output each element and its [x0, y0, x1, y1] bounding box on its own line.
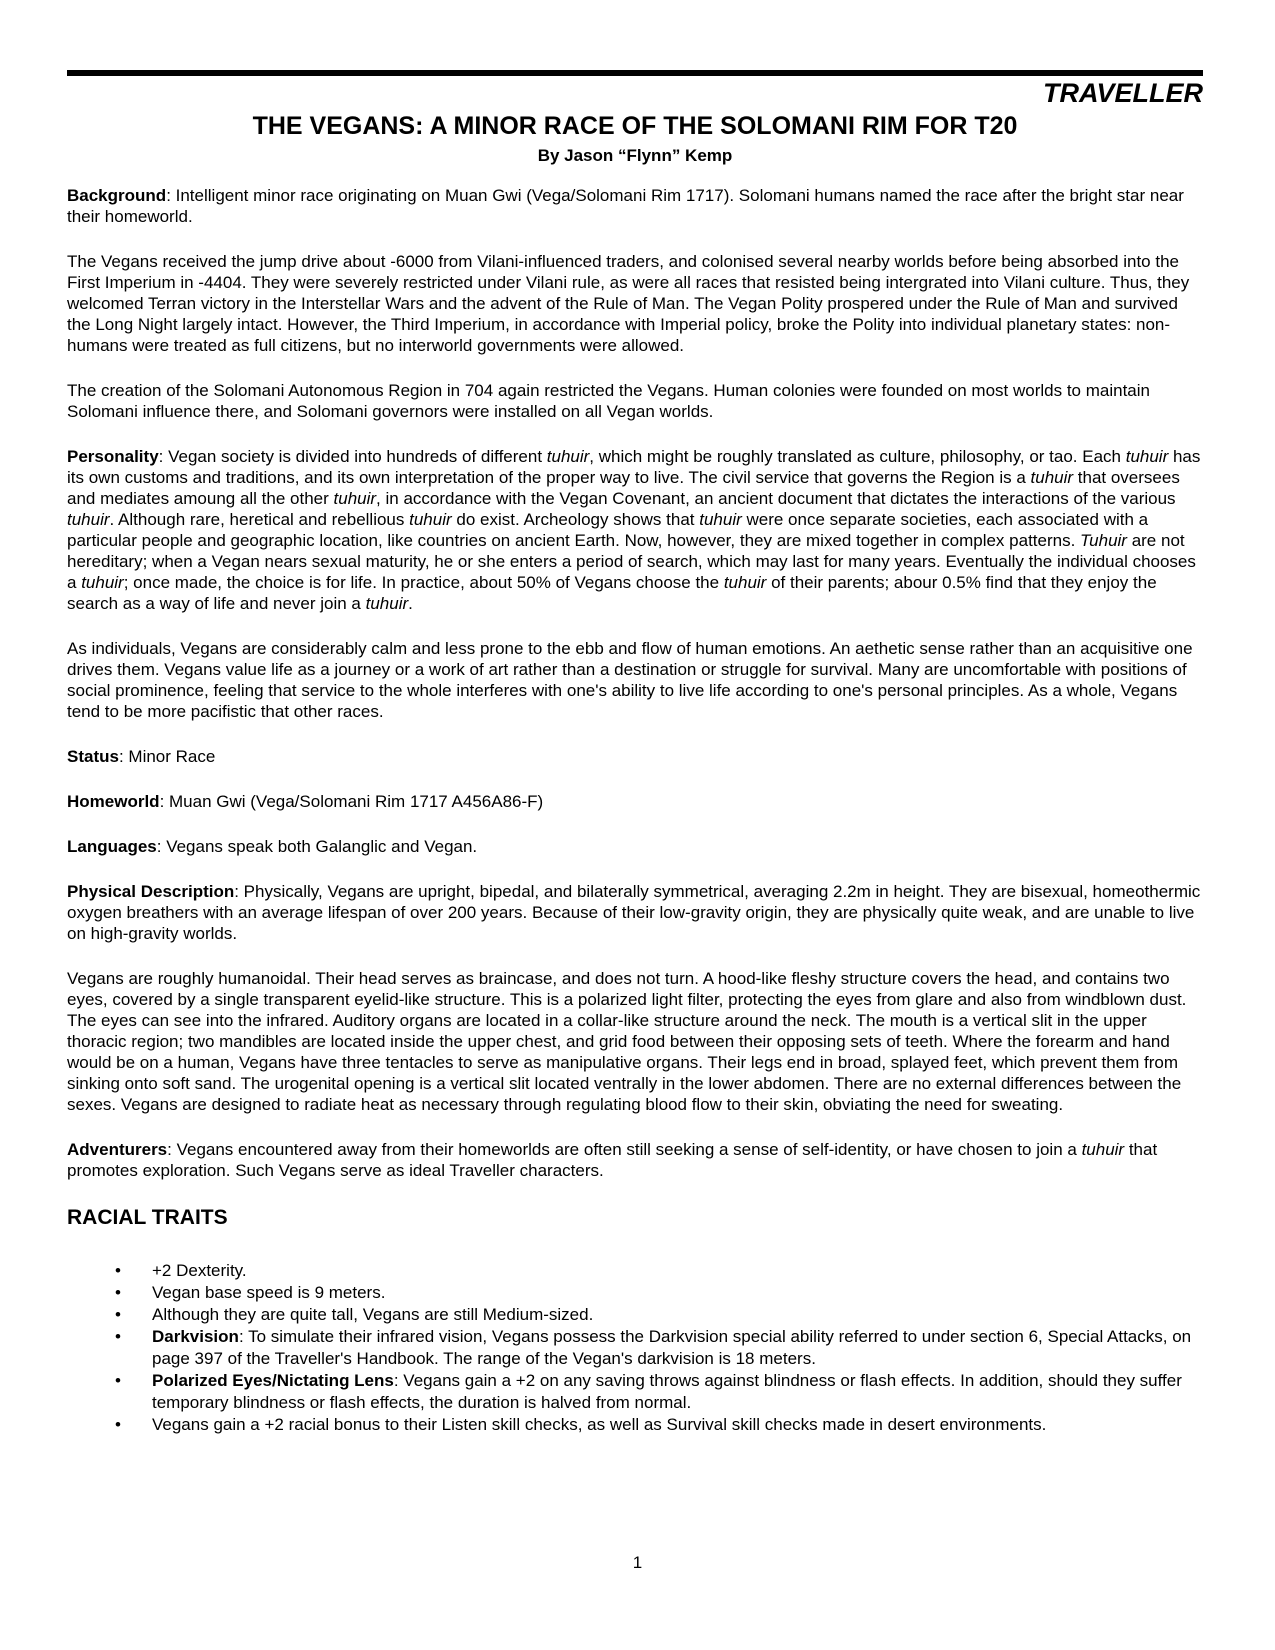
text-run: of their parents; abour 0.5% find that they enjoy the search as a way of life and never join a — [67, 573, 1157, 613]
paragraph — [67, 791, 1203, 812]
byline: By Jason “Flynn” Kemp — [537, 146, 733, 165]
bullet-item — [67, 1282, 1203, 1304]
italic-run: tuhuir — [546, 447, 590, 466]
italic-run: tuhuir — [365, 594, 409, 613]
masthead-brand: TRAVELLER — [1043, 78, 1203, 108]
page-number: 1 — [632, 1553, 643, 1572]
italic-run: tuhuir — [81, 573, 124, 592]
text-run: that oversees and mediates amoung all the other — [67, 468, 1180, 508]
italic-run: tuhuir — [1125, 447, 1169, 466]
text-run: As individuals, Vegans are considerably calm and less prone to the ebb and flow of human emotions. An aethetic sense rather than an acquisitive one drives them. Vegans value life as a journey or a work of art rather than a destination or struggle for survival. Many are uncomfortable with positions of social prominence, feeling that service to the whole interferes with one's ability to live life according to one's personal principles. As a whole, Vegans tend to be more pacifistic that other races. — [67, 639, 1193, 721]
text-run: , which might be roughly translated as culture, philosophy, or tao. Each — [589, 447, 1126, 466]
text-run: The Vegans received the jump drive about -6000 from Vilani-influenced traders, and colonised several nearby worlds before being absorbed into the First Imperium in -4404. They were severely restricted under Vilani rule, as were all races that resisted being intergrated into Vilani culture. Thus, they welcomed Terran victory in the Interstellar Wars and the advent of the Rule of Man. The Vegan Polity prospered under the Rule of Man and survived the Long Night largely intact. However, the Third Imperium, in accordance with Imperial policy, broke the Polity into individual planetary states: non-humans were treated as full citizens, but no interworld governments were allowed. — [67, 252, 1190, 355]
text-run: : To simulate their infrared vision, Vegans possess the Darkvision special ability referred to under section 6, Special Attacks, on page 397 of the Traveller's Handbook. The range of the Vegan's darkvision is 18 meters. — [152, 1327, 1192, 1368]
text-run: Although they are quite tall, Vegans are still Medium-sized. — [152, 1305, 594, 1324]
paragraph — [67, 836, 1203, 857]
italic-run: tuhuir — [723, 573, 767, 592]
text-run: ; once made, the choice is for life. In practice, about 50% of Vegans choose the — [123, 573, 724, 592]
paragraph — [67, 881, 1203, 944]
bold-run: Adventurers — [67, 1140, 168, 1159]
paragraph — [67, 1139, 1203, 1181]
paragraph — [67, 251, 1203, 356]
paragraph — [67, 446, 1203, 614]
paragraph — [67, 746, 1203, 767]
text-run: : Intelligent minor race originating on Muan Gwi (Vega/Solomani Rim 1717). Solomani humans named the race after the bright star near their homeworld. — [67, 186, 1184, 226]
paragraph — [67, 185, 1203, 227]
text-run: Vegans are roughly humanoidal. Their head serves as braincase, and does not turn. A hood-like fleshy structure covers the head, and contains two eyes, covered by a single transparent eyelid-like structure. This is a polarized light filter, protecting the eyes from glare and also from windblown dust. The eyes can see into the infrared. Auditory organs are located in a collar-like structure around the neck. The mouth is a vertical slit in the upper thoracic region; two mandibles are located inside the upper chest, and grid food between their opposing sets of teeth. Where the forearm and hand would be on a human, Vegans have three tentacles to serve as manipulative organs. Their legs end in broad, splayed feet, which prevent them from sinking onto soft sand. The urogenital opening is a vertical slit located ventrally in the lower abdomen. There are no external differences between the sexes. Vegans are designed to radiate heat as necessary through regulating blood flow to their skin, obviating the need for sweating. — [67, 969, 1187, 1114]
text-run: : Physically, Vegans are upright, bipedal, and bilaterally symmetrical, averaging 2.2m in height. They are bisexual, homeothermic oxygen breathers with an average lifespan of over 200 years. Because of their low-gravity origin, they are physically quite weak, and are unable to live on high-gravity worlds. — [67, 882, 1201, 943]
bullet-icon: • — [115, 1415, 121, 1434]
italic-run: tuhuir — [1030, 468, 1074, 487]
bold-run: Background — [67, 186, 167, 205]
bullet-item — [67, 1304, 1203, 1326]
text-run: are not hereditary; when a Vegan nears sexual maturity, he or she enters a period of search, which may last for many years. Eventually the individual chooses a — [67, 531, 1196, 592]
bold-run: Languages — [67, 837, 157, 856]
paragraph — [67, 380, 1203, 422]
bullet-icon: • — [115, 1305, 121, 1324]
bold-run: Homeworld — [67, 792, 160, 811]
bullet-icon: • — [115, 1283, 121, 1302]
bold-run: Status — [67, 747, 119, 766]
document-body — [67, 185, 1203, 1436]
text-run: , in accordance with the Vegan Covenant, an ancient document that dictates the interactions of the various — [376, 489, 1176, 508]
italic-run: tuhuir — [409, 510, 452, 529]
bold-run: Physical Description — [67, 882, 235, 901]
text-run: has its own customs and traditions, and its own interpretation of the proper way to live. The civil service that governs the Region is a — [67, 447, 1201, 487]
text-run: +2 Dexterity. — [152, 1261, 247, 1280]
text-run: The creation of the Solomani Autonomous Region in 704 again restricted the Vegans. Human colonies were founded on most worlds to maintain Solomani influence there, and Solomani governors were installed on all Vegan worlds. — [67, 381, 1150, 421]
text-run: . — [408, 594, 413, 613]
bullet-item — [67, 1370, 1203, 1414]
italic-run: Tuhuir — [1080, 531, 1127, 550]
italic-run: tuhuir — [699, 510, 742, 529]
bullet-icon: • — [115, 1261, 121, 1280]
masthead-rule — [67, 70, 1203, 76]
text-run: : Minor Race — [118, 747, 216, 766]
bullet-item — [67, 1326, 1203, 1370]
paragraph — [67, 638, 1203, 722]
text-run: . Although rare, heretical and rebellious — [109, 510, 410, 529]
text-run: : Vegans speak both Galanglic and Vegan. — [156, 837, 478, 856]
italic-run: tuhuir — [1081, 1140, 1125, 1159]
bullet-item — [67, 1414, 1203, 1436]
text-run: were once separate societies, each associated with a particular people and geographic location, like countries on ancient Earth. Now, however, they are mixed together in complex patterns. — [67, 510, 1149, 550]
page-title: THE VEGANS: A MINOR RACE OF THE SOLOMANI RIM FOR T20 — [252, 112, 1018, 140]
bullet-list — [67, 1260, 1203, 1436]
text-run: do exist. Archeology shows that — [451, 510, 700, 529]
text-run: Vegans gain a +2 racial bonus to their Listen skill checks, as well as Survival skill checks made in desert environments. — [152, 1415, 1047, 1434]
text-run: Vegan base speed is 9 meters. — [152, 1283, 386, 1302]
bullet-icon: • — [115, 1327, 121, 1346]
italic-run: tuhuir — [67, 510, 110, 529]
bold-run: Personality — [67, 447, 159, 466]
bold-run: Darkvision — [152, 1327, 239, 1346]
paragraph — [67, 968, 1203, 1115]
text-run: : Vegans gain a +2 on any saving throws against blindness or flash effects. In addition, should they suffer temporary blindness or flash effects, the duration is halved from normal. — [152, 1371, 1182, 1412]
bullet-icon: • — [115, 1371, 121, 1390]
text-run: : Muan Gwi (Vega/Solomani Rim 1717 A456A86-F) — [159, 792, 544, 811]
bullet-item — [67, 1260, 1203, 1282]
text-run: that promotes exploration. Such Vegans serve as ideal Traveller characters. — [67, 1140, 1158, 1180]
text-run: : Vegans encountered away from their homeworlds are often still seeking a sense of self-identity, or have chosen to join a — [167, 1140, 1082, 1159]
text-run: : Vegan society is divided into hundreds of different — [158, 447, 547, 466]
racial-traits-heading: RACIAL TRAITS — [67, 1206, 228, 1229]
bold-run: Polarized Eyes/Nictating Lens — [152, 1371, 394, 1390]
italic-run: tuhuir — [333, 489, 377, 508]
paragraphs-container — [67, 185, 1203, 1181]
